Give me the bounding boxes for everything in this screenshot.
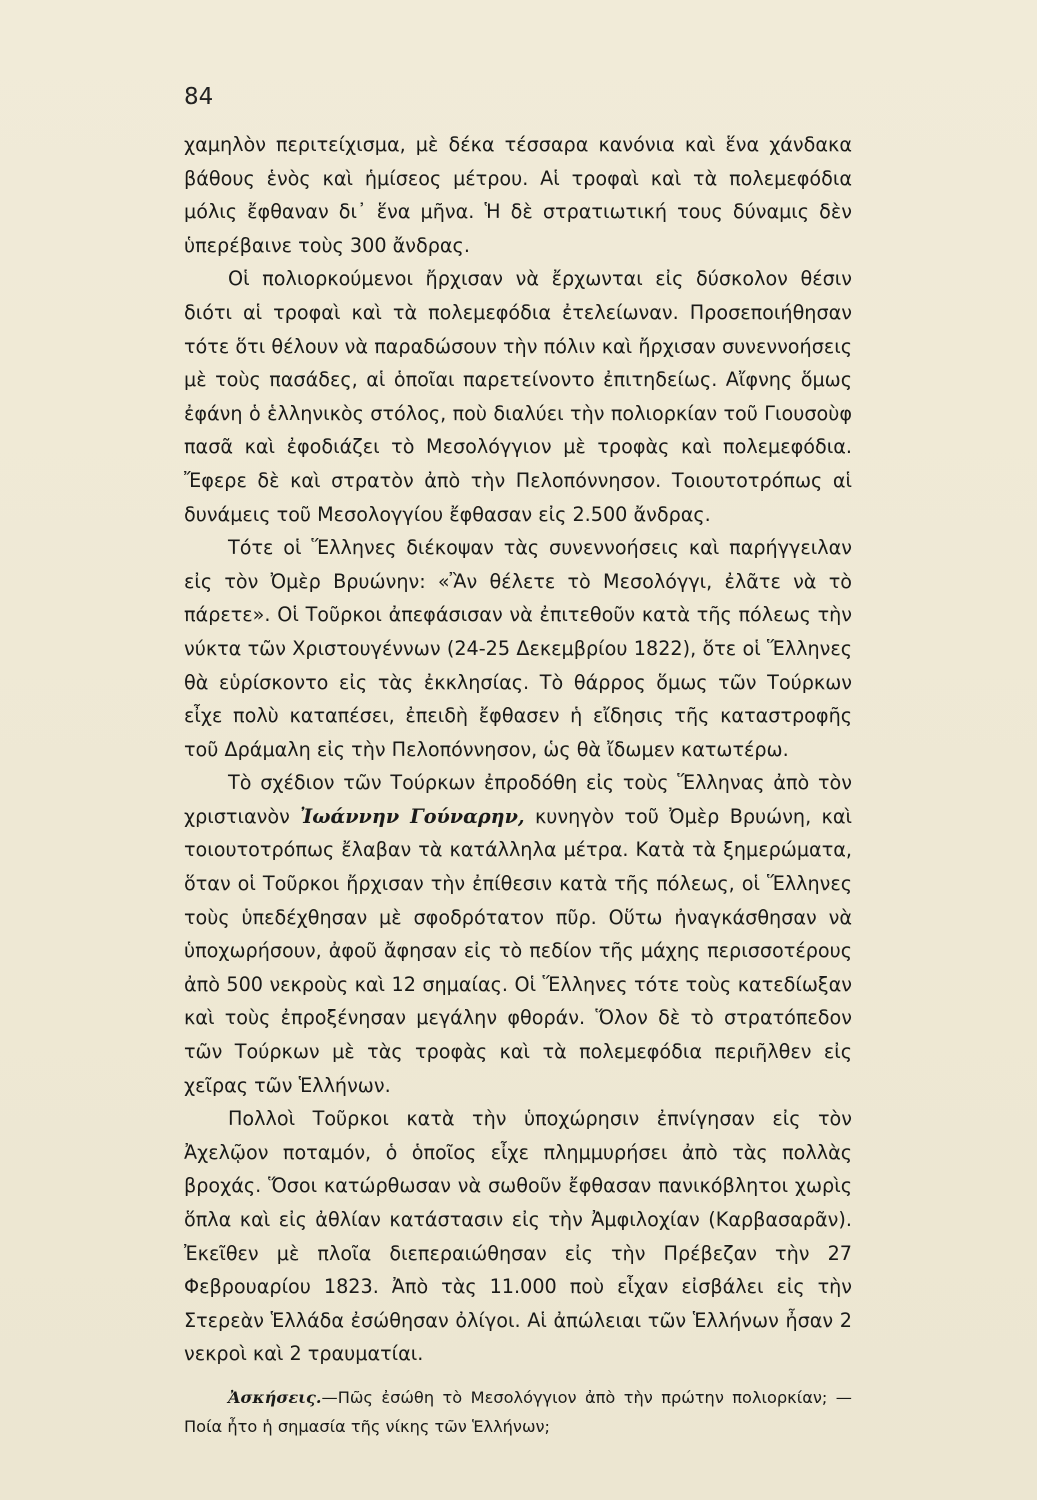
emphasized-name: Ἰωάννην Γούναρην, [300, 804, 525, 828]
paragraph-3: Τότε οἱ Ἕλληνες διέκοψαν τὰς συνεννοήσεις καὶ παρήγγειλαν εἰς τὸν Ὀμὲρ Βρυώνην: «Ἂν θέλετε τὸ Μεσολόγγι, ἐλᾶτε νὰ τὸ πάρετε». Οἱ Τοῦρκοι ἀπεφάσισαν νὰ ἐπιτεθοῦν κατὰ τῆς πόλεως τὴν νύκτα τῶν Χριστουγέννων (24-25 Δεκεμβρίου 1822), ὅτε οἱ Ἕλληνες θὰ εὑρίσκοντο εἰς τὰς ἐκκλησίας. Τὸ θάρρος ὅμως τῶν Τούρκων εἶχε πολὺ καταπέσει, ἐπειδὴ ἔφθασεν ἡ εἴδησις τῆς καταστροφῆς τοῦ Δράμαλη εἰς τὴν Πελοπόννησον, ὡς θὰ ἴδωμεν κατωτέρω. [184, 536, 852, 761]
body-text [184, 128, 852, 1457]
paragraph-4-text-before: Τὸ σχέδιον τῶν Τούρκων ἐπροδόθη εἰς τοὺς Ἕλληνας ἀπὸ τὸν χριστιανὸν [184, 771, 852, 828]
paragraph-4-text-after: κυνηγὸν τοῦ Ὀμὲρ Βρυώνη, καὶ τοιουτοτρόπως ἔλαβαν τὰ κατάλληλα μέτρα. Κατὰ τὰ ξημερώματα, ὅταν οἱ Τοῦρκοι ἤρχισαν τὴν ἐπίθεσιν κατὰ τῆς πόλεως, οἱ Ἕλληνες τοὺς ὑπεδέχθησαν μὲ σφοδρότατον πῦρ. Οὕτω ἠναγκάσθησαν νὰ ὑποχωρήσουν, ἀφοῦ ἄφησαν εἰς τὸ πεδίον τῆς μάχης περισσοτέρους ἀπὸ 500 νεκροὺς καὶ 12 σημαίας. Οἱ Ἕλληνες τότε τοὺς κατεδίωξαν καὶ τοὺς ἐπροξένησαν μεγάλην φθοράν. Ὅλον δὲ τὸ στρατόπεδον τῶν Τούρκων μὲ τὰς τροφὰς καὶ τὰ πολεμεφόδια περιῆλθεν εἰς χεῖρας τῶν Ἑλλήνων. [184, 804, 852, 1097]
paragraph-2: Οἱ πολιορκούμενοι ἤρχισαν νὰ ἔρχωνται εἰς δύσκολον θέσιν διότι αἱ τροφαὶ καὶ τὰ πολεμεφόδια ἐτελείωναν. Προσεποιήθησαν τότε ὅτι θέλουν νὰ παραδώσουν τὴν πόλιν καὶ ἤρχισαν συνεννοήσεις μὲ τοὺς πασάδες, αἱ ὁποῖαι παρετείνοντο ἐπιτηδείως. Αἴφνης ὅμως ἐφάνη ὁ ἑλληνικὸς στόλος, ποὺ διαλύει τὴν πολιορκίαν τοῦ Γιουσοὺφ πασᾶ καὶ ἐφοδιάζει τὸ Μεσολόγγιον μὲ τροφὰς καὶ πολεμεφόδια. Ἔφερε δὲ καὶ στρατὸν ἀπὸ τὴν Πελοπόννησον. Τοιουτοτρόπως αἱ δυνάμεις τοῦ Μεσολογγίου ἔφθασαν εἰς 2.500 ἄνδρας. [184, 267, 852, 526]
exercises-text: —Πῶς ἐσώθη τὸ Μεσολόγγιον ἀπὸ τὴν πρώτην πολιορκίαν; — Ποία ἦτο ἡ σημασία τῆς νίκης τῶν Ἑλλήνων; [184, 1387, 852, 1436]
paragraph-4 [184, 766, 852, 1102]
exercises [184, 1383, 852, 1441]
paragraph-5: Πολλοὶ Τοῦρκοι κατὰ τὴν ὑποχώρησιν ἐπνίγησαν εἰς τὸν Ἀχελῷον ποταμόν, ὁ ὁποῖος εἶχε πλημμυρήσει ἀπὸ τὰς πολλὰς βροχάς. Ὅσοι κατώρθωσαν νὰ σωθοῦν ἔφθασαν πανικόβλητοι χωρὶς ὅπλα καὶ εἰς ἀθλίαν κατάστασιν εἰς τὴν Ἀμφιλοχίαν (Καρβασαρᾶν). Ἐκεῖθεν μὲ πλοῖα διεπεραιώθησαν εἰς τὴν Πρέβεζαν τὴν 27 Φεβρουαρίου 1823. Ἀπὸ τὰς 11.000 ποὺ εἶχαν εἰσβάλει εἰς τὴν Στερεὰν Ἑλλάδα ἐσώθησαν ὀλίγοι. Αἱ ἀπώλειαι τῶν Ἑλλήνων ἦσαν 2 νεκροὶ καὶ 2 τραυματίαι. [184, 1107, 852, 1366]
paragraph-1: χαμηλὸν περιτείχισμα, μὲ δέκα τέσσαρα κανόνια καὶ ἕνα χάνδακα βάθους ἑνὸς καὶ ἡμίσεος μέτρου. Αἱ τροφαὶ καὶ τὰ πολεμεφόδια μόλις ἔφθαναν δι᾽ ἕνα μῆνα. Ἡ δὲ στρατιωτική τους δύναμις δὲν ὑπερέβαινε τοὺς 300 ἄνδρας. [184, 133, 852, 257]
page-number: 84 [184, 84, 214, 110]
exercises-label: Ἀσκήσεις. [228, 1387, 322, 1407]
